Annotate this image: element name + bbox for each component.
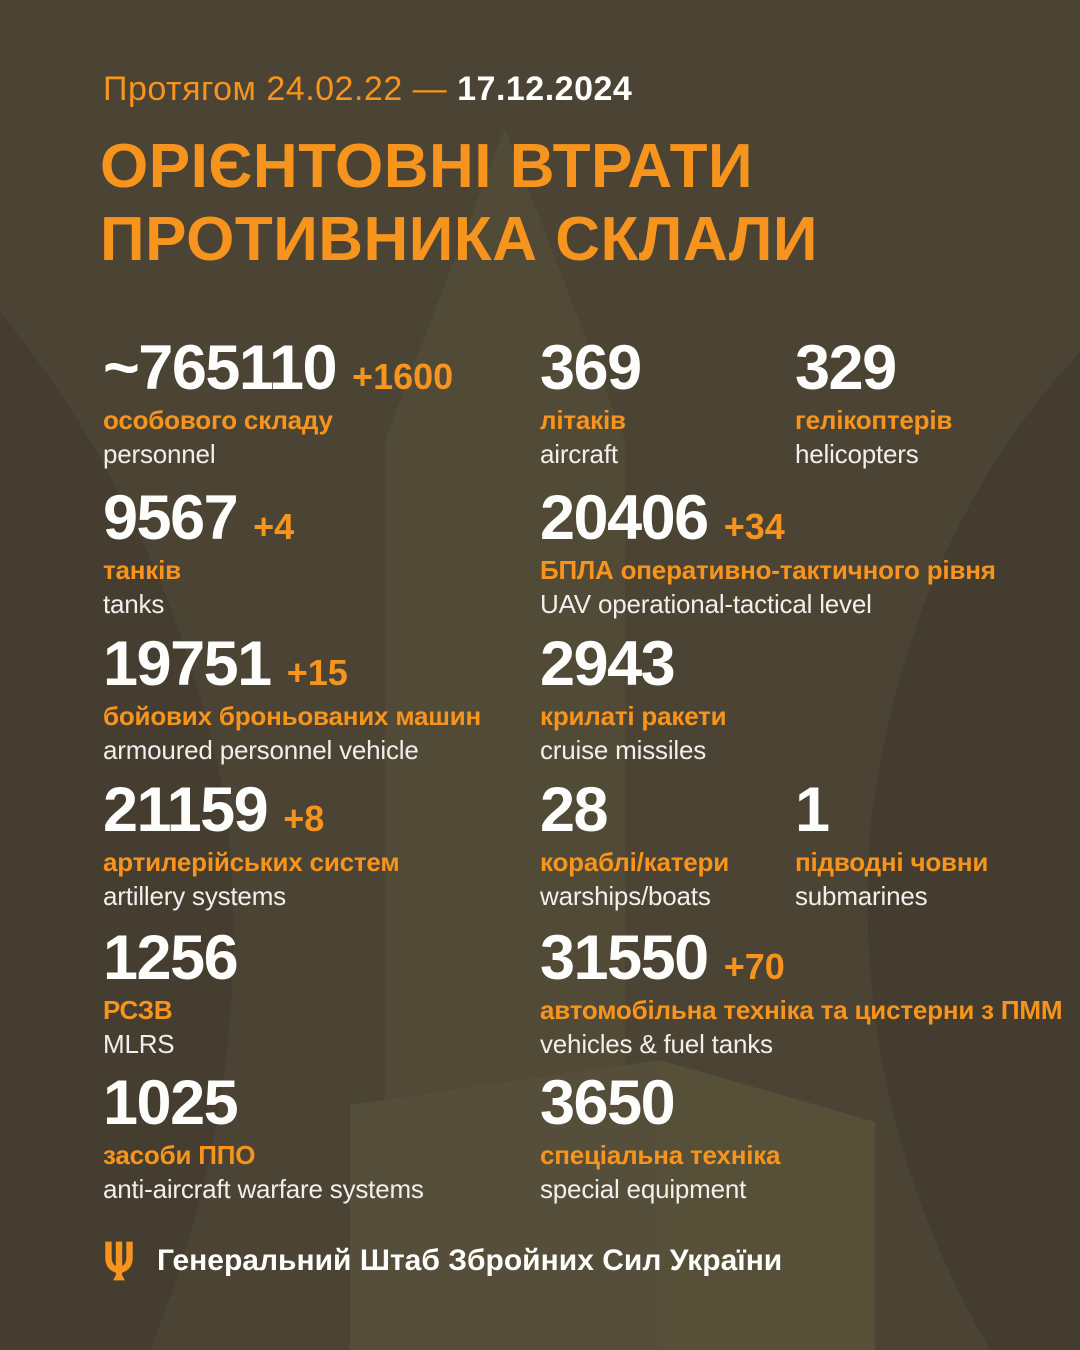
stat-value: 369 <box>540 333 641 403</box>
stat-label-en: submarines <box>795 881 928 911</box>
stat-value: 21159 <box>103 775 268 845</box>
title-line-2: ПРОТИВНИКА СКЛАЛИ <box>100 205 818 274</box>
stat-label-en: artillery systems <box>103 881 286 911</box>
period-line <box>103 68 632 110</box>
footer <box>103 1238 782 1284</box>
stat-armoured-vehicles <box>103 629 482 766</box>
stat-special-equipment <box>540 1068 781 1205</box>
stat-label-uk: засоби ППО <box>103 1140 256 1170</box>
stat-delta: +1600 <box>352 356 454 397</box>
trident-icon <box>103 1238 135 1284</box>
stat-uav <box>540 483 996 620</box>
stat-value: 2943 <box>540 629 675 699</box>
stat-label-uk: гелікоптерів <box>795 405 953 435</box>
stat-value: 3650 <box>540 1068 675 1138</box>
stat-submarines <box>795 775 989 912</box>
stat-delta: +34 <box>723 506 785 547</box>
stat-label-uk: підводні човни <box>795 847 989 877</box>
title-line-1: ОРІЄНТОВНІ ВТРАТИ <box>100 132 754 201</box>
stat-personnel <box>103 333 454 470</box>
stat-value: 1025 <box>103 1068 238 1138</box>
stat-label-en: tanks <box>103 589 165 619</box>
stat-label-en: personnel <box>103 439 216 469</box>
stat-delta: +70 <box>723 946 785 987</box>
stat-label-uk: РСЗВ <box>103 995 173 1025</box>
period-prefix: Протягом 24.02.22 — <box>103 70 448 108</box>
stat-delta: +4 <box>253 506 295 547</box>
stat-vehicles-fuel-tanks <box>540 923 1063 1060</box>
stat-value: 9567 <box>103 483 238 553</box>
stat-label-en: MLRS <box>103 1029 175 1059</box>
stat-value: 19751 <box>103 629 271 699</box>
stat-label-en: warships/boats <box>540 881 711 911</box>
stat-label-uk: крилаті ракети <box>540 701 727 731</box>
stat-delta: +15 <box>286 652 348 693</box>
stat-label-uk: бойових броньованих машин <box>103 701 482 731</box>
stat-label-en: anti-aircraft warfare systems <box>103 1174 424 1204</box>
stat-label-en: armoured personnel vehicle <box>103 735 419 765</box>
stat-warships <box>540 775 730 912</box>
stat-value: 1 <box>795 775 829 845</box>
stat-label-en: helicopters <box>795 439 919 469</box>
stat-label-en: UAV operational-tactical level <box>540 589 872 619</box>
stat-label-uk: артилерійських систем <box>103 847 400 877</box>
stat-helicopters <box>795 333 953 470</box>
stat-label-uk: кораблі/катери <box>540 847 730 877</box>
period-date: 17.12.2024 <box>457 70 633 108</box>
page-title <box>100 130 818 276</box>
stat-label-uk: танків <box>103 555 181 585</box>
stat-value: 20406 <box>540 483 708 553</box>
stat-value: 31550 <box>540 923 708 993</box>
stat-value: 28 <box>540 775 608 845</box>
stat-label-en: aircraft <box>540 439 618 469</box>
stat-artillery <box>103 775 400 912</box>
stat-label-uk: автомобільна техніка та цистерни з ПММ <box>540 995 1063 1025</box>
stat-delta: +8 <box>283 798 325 839</box>
stat-anti-aircraft <box>103 1068 424 1205</box>
stat-label-en: special equipment <box>540 1174 747 1204</box>
stat-label-uk: спеціальна техніка <box>540 1140 781 1170</box>
stat-aircraft <box>540 333 641 470</box>
stat-tanks <box>103 483 295 620</box>
stat-label-uk: БПЛА оперативно-тактичного рівня <box>540 555 996 585</box>
stat-value: 1256 <box>103 923 238 993</box>
stat-cruise-missiles <box>540 629 727 766</box>
stat-value: 329 <box>795 333 896 403</box>
stat-label-en: cruise missiles <box>540 735 707 765</box>
stat-mlrs <box>103 923 238 1060</box>
organization-name: Генеральний Штаб Збройних Сил України <box>157 1244 783 1277</box>
stat-label-uk: літаків <box>540 405 626 435</box>
stat-value: ~765110 <box>103 333 337 403</box>
stat-label-en: vehicles & fuel tanks <box>540 1029 773 1059</box>
stat-label-uk: особового складу <box>103 405 333 435</box>
